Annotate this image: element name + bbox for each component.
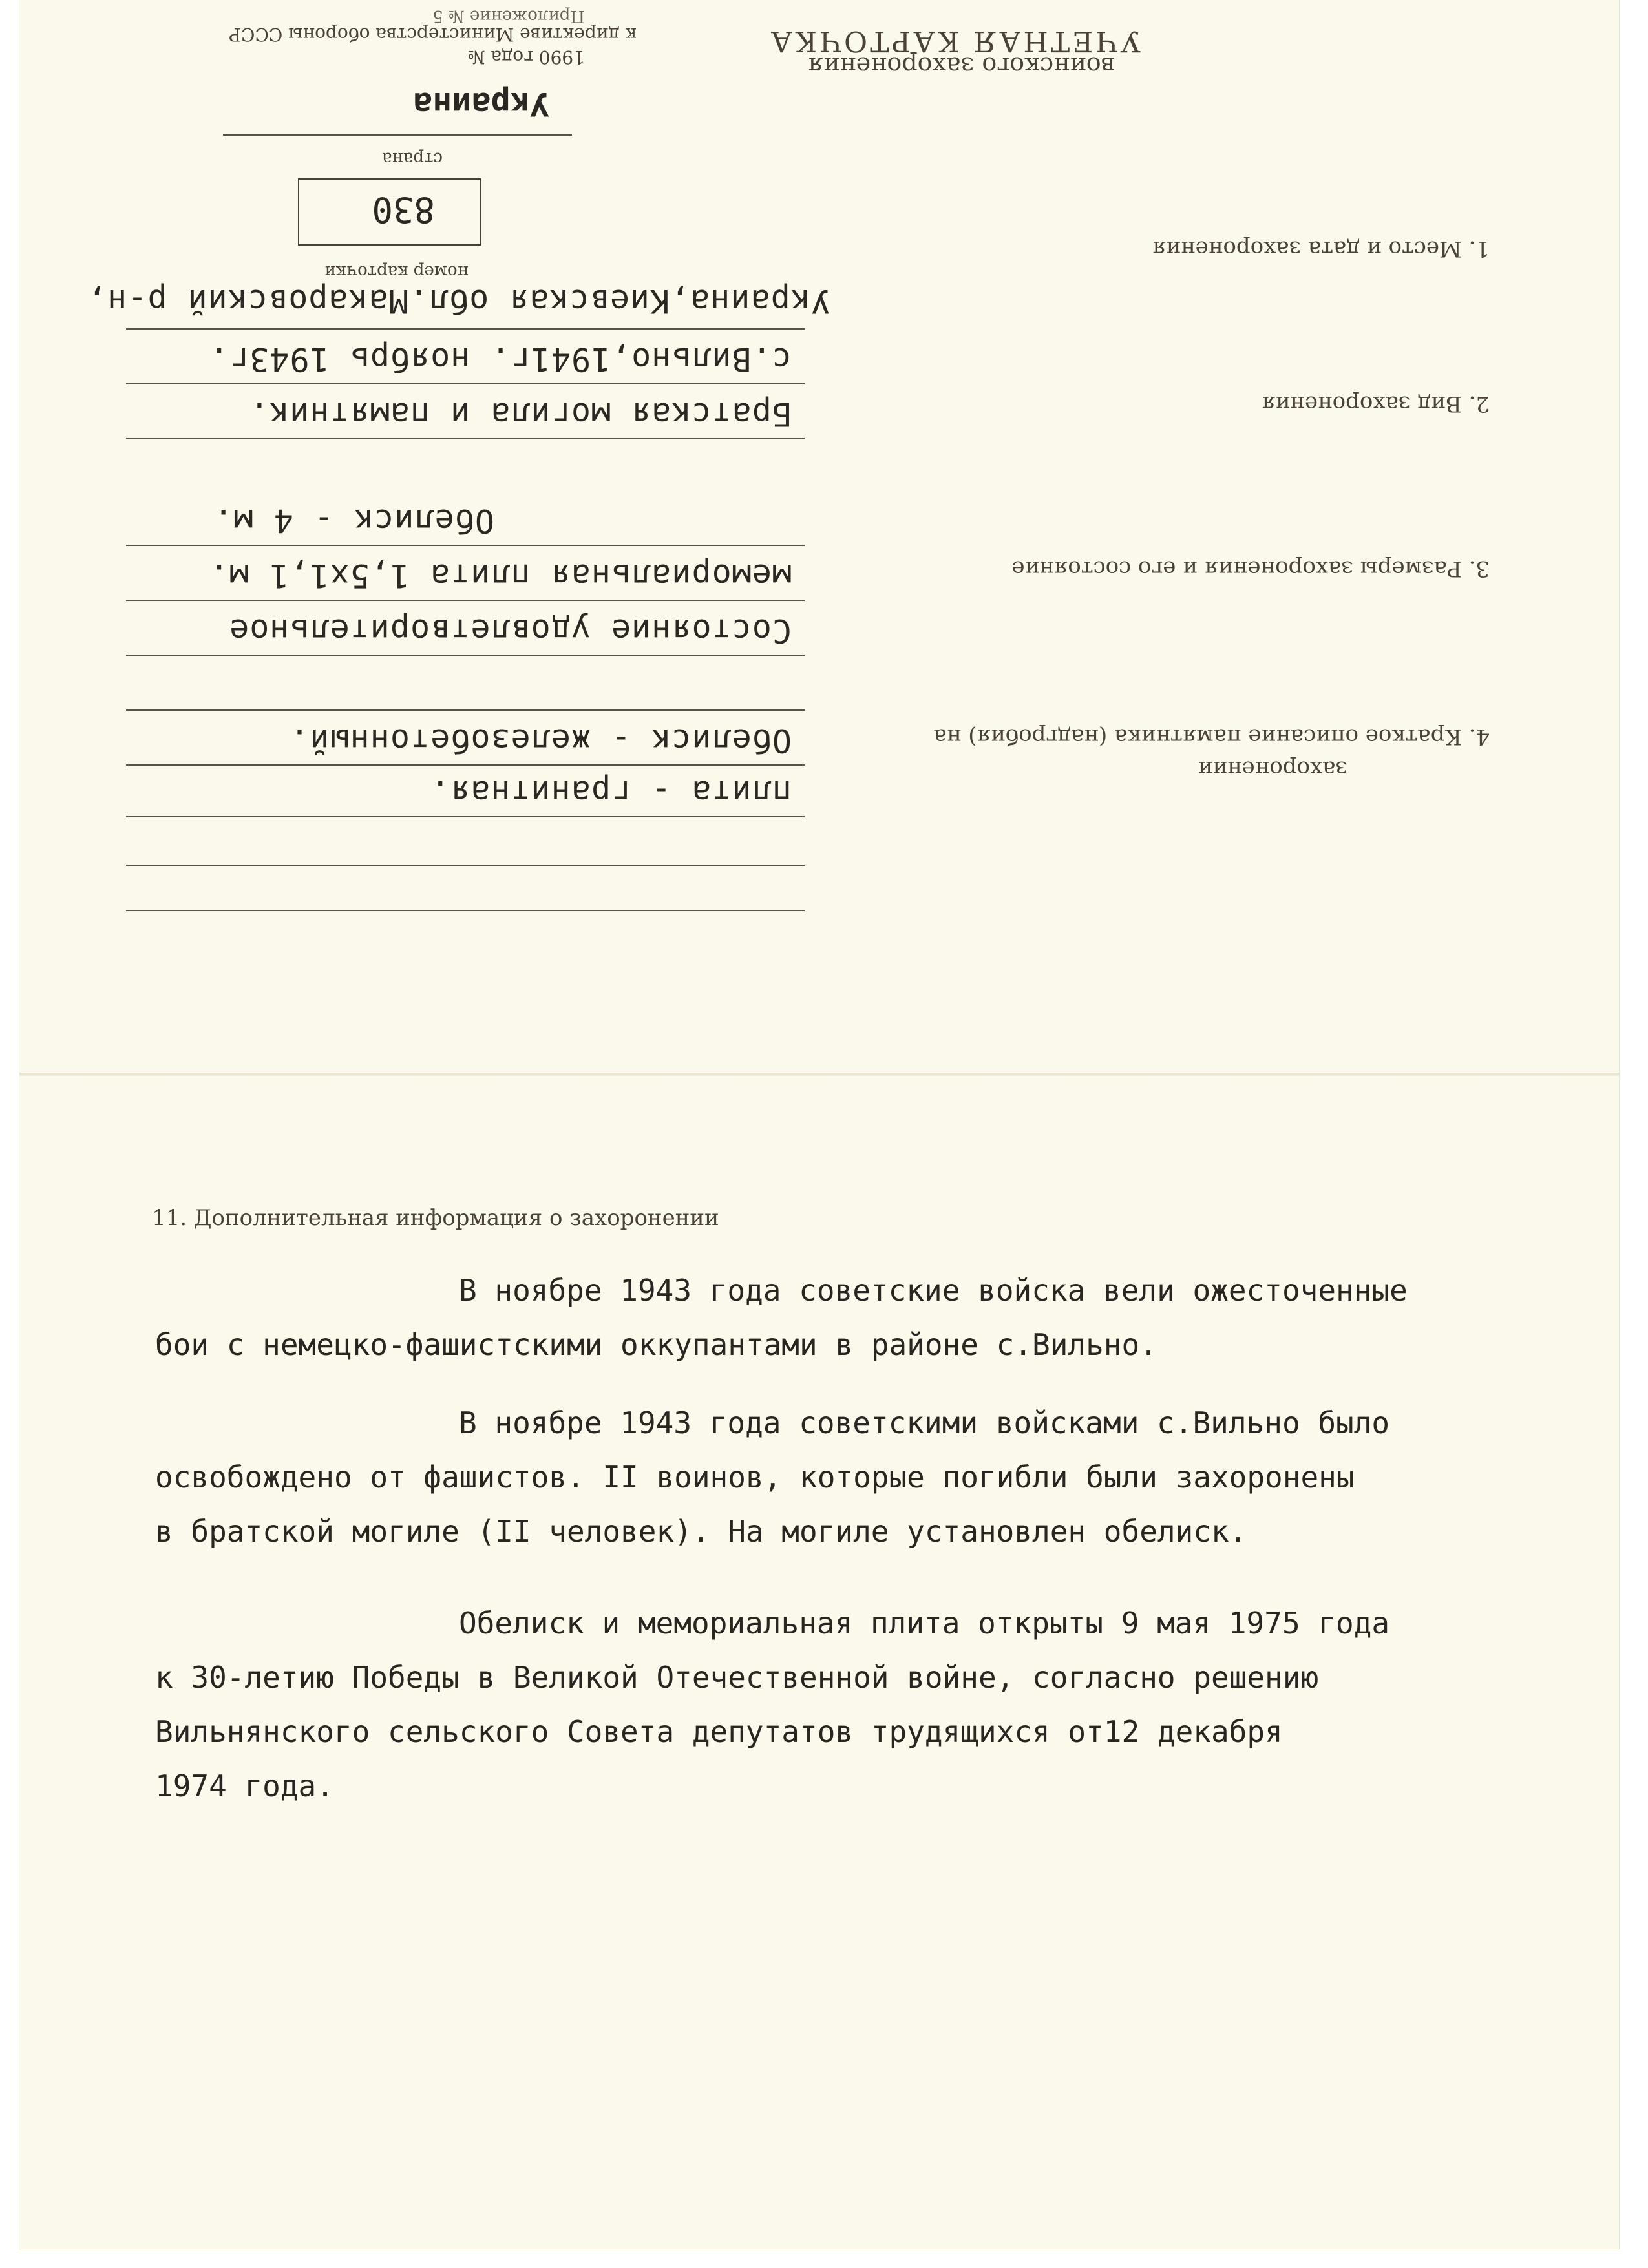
card-subtitle: воинского захоронения	[807, 52, 1115, 80]
appendix-year: 1990 года №	[467, 47, 585, 68]
country-value: Украина	[413, 85, 549, 123]
field4-value-line2: плита - гранитная.	[430, 773, 792, 811]
field3-value-line2: мемориальная плита 1,5х1,1 м.	[209, 557, 792, 594]
fold-line	[19, 1073, 1619, 1076]
field3-rule1	[126, 545, 805, 546]
card-number-box	[298, 178, 481, 246]
field4-value-line1: Обелиск - железобетонный.	[289, 722, 792, 759]
field2-value: Братская могила и памятник.	[249, 395, 792, 433]
country-rule	[223, 134, 572, 136]
field3-value-line3: Состояние удовлетворительное	[229, 612, 792, 649]
country-caption: страна	[382, 149, 443, 168]
section11-label: 11. Дополнительная информация о захоронении	[152, 1205, 719, 1231]
field1-value-line1: Украина,Киевская обл.Макаровский р-н,	[87, 282, 830, 320]
section11-paragraph1: В ноябре 1943 года советские войска вели ожесточенные бои с немецко-фашистскими оккупантами в районе с.Вильно.	[155, 1273, 1408, 1362]
field3-rule3	[126, 655, 805, 656]
field2-label: 2. Вид захоронения	[1262, 391, 1490, 417]
field1-label: 1. Место и дата захоронения	[1152, 236, 1490, 262]
appendix-directive: к директиве Министерства обороны СССР	[229, 24, 637, 45]
field1-value-line2: с.Вильно,1941г. ноябрь 1943г.	[209, 341, 792, 378]
field3-rule2	[126, 600, 805, 601]
field4-label-line1: 4. Краткое описание памятника (надгробия) на	[933, 724, 1490, 750]
field4-label-line2: захоронении	[1198, 756, 1347, 782]
field1-rule2	[126, 383, 805, 384]
section11-paragraph2: В ноябре 1943 года советскими войсками с.Вильно было освобождено от фашистов. II воинов, которые погибли были захоронены в братской могиле (II человек). На могиле установлен обелиск.	[155, 1405, 1390, 1549]
field4-rule4	[126, 910, 805, 911]
field4-rule3	[126, 865, 805, 866]
accounting-card-upper-half	[19, 0, 1619, 1073]
card-title: УЧЕТНАЯ КАРТОЧКА	[768, 25, 1141, 58]
field2-rule	[126, 438, 805, 439]
field4-rule1	[126, 764, 805, 766]
appendix-label: Приложение № 5	[432, 6, 585, 26]
field4-rule0	[126, 709, 805, 711]
field4-rule2	[126, 816, 805, 817]
section11-paragraph3: Обелиск и мемориальная плита открыты 9 мая 1975 года к 30-летию Победы в Великой Отечественной войне, согласно решению Вильнянского сельского Совета депутатов трудящихся от12 декабря 1974 года.	[155, 1606, 1390, 1803]
field3-value-line1: Обелиск - 4 м.	[213, 502, 494, 540]
field3-label: 3. Размеры захоронения и его состояние	[1011, 556, 1490, 582]
card-number: 830	[372, 189, 435, 230]
field1-rule1	[126, 328, 805, 330]
card-number-caption: номер карточки	[324, 262, 469, 281]
